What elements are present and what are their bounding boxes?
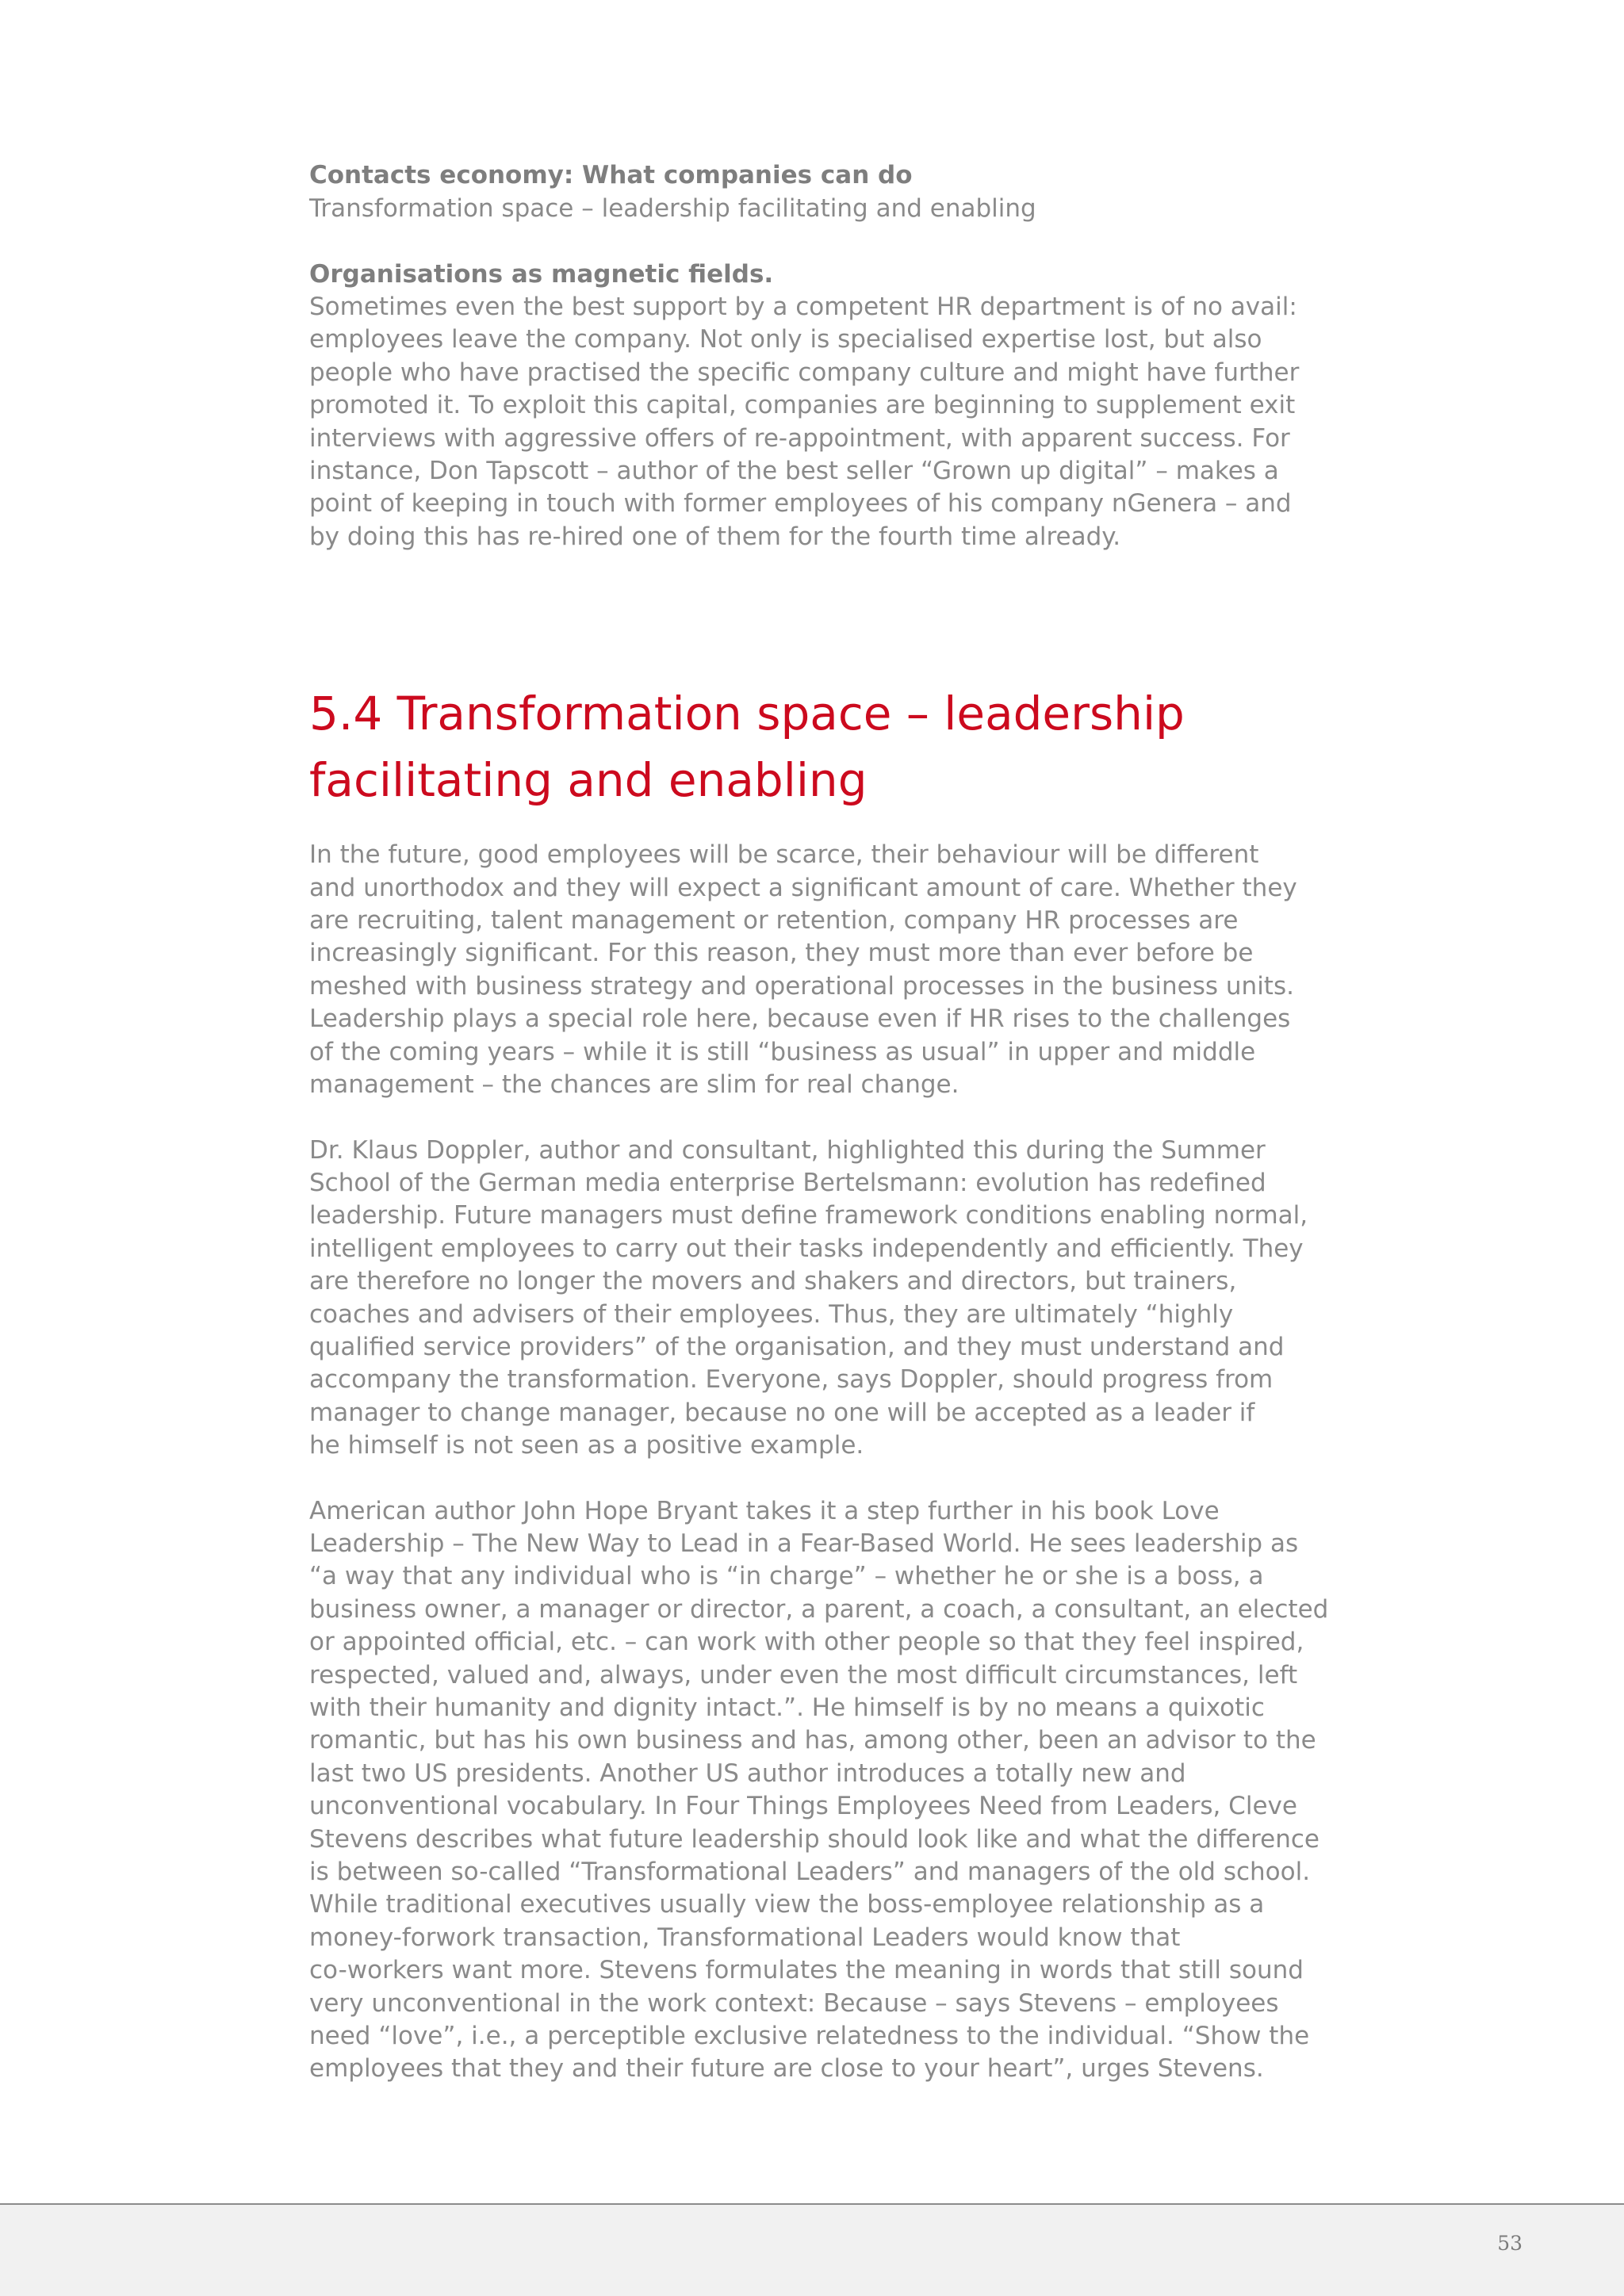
footer-bar bbox=[0, 2203, 1624, 2296]
chapter-title bbox=[309, 680, 1285, 813]
text-line: by doing this has re-hired one of them for the fourth time already. bbox=[309, 522, 1121, 551]
text-line: School of the German media enterprise Bertelsmann: evolution has redefined bbox=[309, 1168, 1266, 1197]
text-line: “a way that any individual who is “in charge” – whether he or she is a boss, a bbox=[309, 1562, 1264, 1591]
running-head bbox=[309, 159, 1285, 225]
body-paragraph-3 bbox=[309, 1495, 1329, 2086]
text-line: interviews with aggressive offers of re-appointment, with apparent success. For bbox=[309, 423, 1290, 453]
text-line: While traditional executives usually view the boss-employee relationship as a bbox=[309, 1890, 1265, 1919]
text-line: or appointed official, etc. – can work with other people so that they feel inspired, bbox=[309, 1628, 1304, 1657]
text-line: respected, valued and, always, under even the most difficult circumstances, left bbox=[309, 1660, 1298, 1689]
page-content bbox=[309, 159, 1329, 2086]
chapter-title-line: facilitating and enabling bbox=[309, 753, 868, 808]
text-line: Leadership plays a special role here, because even if HR rises to the challenges bbox=[309, 1004, 1291, 1034]
text-line: money-forwork transaction, Transformational Leaders would know that bbox=[309, 1923, 1181, 1952]
text-line: people who have practised the specific company culture and might have further bbox=[309, 358, 1300, 387]
text-line: promoted it. To exploit this capital, companies are beginning to supplement exit bbox=[309, 391, 1296, 420]
text-line: employees that they and their future are close to your heart”, urges Stevens. bbox=[309, 2054, 1264, 2084]
body-paragraph-1 bbox=[309, 839, 1297, 1101]
text-line: manager to change manager, because no one will be accepted as a leader if bbox=[309, 1398, 1255, 1427]
text-line: Sometimes even the best support by a competent HR department is of no avail: bbox=[309, 293, 1297, 321]
page-number: 53 bbox=[1497, 2232, 1522, 2255]
chapter-title-line: 5.4 Transformation space – leadership bbox=[309, 687, 1185, 741]
text-line: Dr. Klaus Doppler, author and consultant, highlighted this during the Summer bbox=[309, 1135, 1266, 1165]
text-line: American author John Hope Bryant takes it a step further in his book Love bbox=[309, 1496, 1220, 1525]
text-line: Stevens describes what future leadership should look like and what the difference bbox=[309, 1824, 1320, 1854]
text-line: accompany the transformation. Everyone, says Doppler, should progress from bbox=[309, 1365, 1274, 1395]
running-head-title: Contacts economy: What companies can do bbox=[309, 161, 913, 189]
text-line: last two US presidents. Another US author introduces a totally new and bbox=[309, 1758, 1186, 1788]
section-heading: Organisations as magnetic fields. bbox=[309, 260, 774, 289]
text-line: instance, Don Tapscott – author of the best seller “Grown up digital” – makes a bbox=[309, 457, 1279, 486]
text-line: romantic, but has his own business and has, among other, been an advisor to the bbox=[309, 1726, 1316, 1755]
text-line: coaches and advisers of their employees. Thus, they are ultimately “highly bbox=[309, 1299, 1234, 1329]
text-line: need “love”, i.e., a perceptible exclusive relatedness to the individual. “Show the bbox=[309, 2022, 1310, 2051]
section-paragraph bbox=[309, 291, 1300, 553]
text-line: he himself is not seen as a positive example. bbox=[309, 1431, 864, 1460]
text-line: point of keeping in touch with former employees of his company nGenera – and bbox=[309, 489, 1292, 519]
text-line: management – the chances are slim for real change. bbox=[309, 1070, 959, 1100]
text-line: intelligent employees to carry out their tasks independently and efficiently. They bbox=[309, 1234, 1304, 1263]
text-line: meshed with business strategy and operational processes in the business units. bbox=[309, 971, 1294, 1001]
text-line: and unorthodox and they will expect a significant amount of care. Whether they bbox=[309, 873, 1297, 902]
text-line: is between so-called “Transformational Leaders” and managers of the old school. bbox=[309, 1858, 1311, 1887]
text-line: qualified service providers” of the organisation, and they must understand and bbox=[309, 1332, 1285, 1361]
body-paragraph-2 bbox=[309, 1135, 1308, 1463]
text-line: employees leave the company. Not only is specialised expertise lost, but also bbox=[309, 325, 1262, 354]
text-line: of the coming years – while it is still “business as usual” in upper and middle bbox=[309, 1037, 1256, 1066]
text-line: leadership. Future managers must define framework conditions enabling normal, bbox=[309, 1201, 1308, 1230]
running-head-subtitle: Transformation space – leadership facilitating and enabling bbox=[309, 194, 1036, 223]
text-line: are recruiting, talent management or retention, company HR processes are bbox=[309, 906, 1239, 936]
text-line: very unconventional in the work context: Because – says Stevens – employees bbox=[309, 1988, 1279, 2018]
text-line: co-workers want more. Stevens formulates the meaning in words that still sound bbox=[309, 1956, 1304, 1985]
text-line: Leadership – The New Way to Lead in a Fear-Based World. He sees leadership as bbox=[309, 1529, 1299, 1558]
text-line: unconventional vocabulary. In Four Things Employees Need from Leaders, Cleve bbox=[309, 1792, 1297, 1821]
text-line: with their humanity and dignity intact.”. He himself is by no means a quixotic bbox=[309, 1693, 1265, 1722]
text-line: are therefore no longer the movers and shakers and directors, but trainers, bbox=[309, 1267, 1237, 1296]
text-line: In the future, good employees will be scarce, their behaviour will be different bbox=[309, 840, 1259, 870]
text-line: business owner, a manager or director, a parent, a coach, a consultant, an elected bbox=[309, 1594, 1329, 1624]
text-line: increasingly significant. For this reason, they must more than ever before be bbox=[309, 939, 1254, 968]
